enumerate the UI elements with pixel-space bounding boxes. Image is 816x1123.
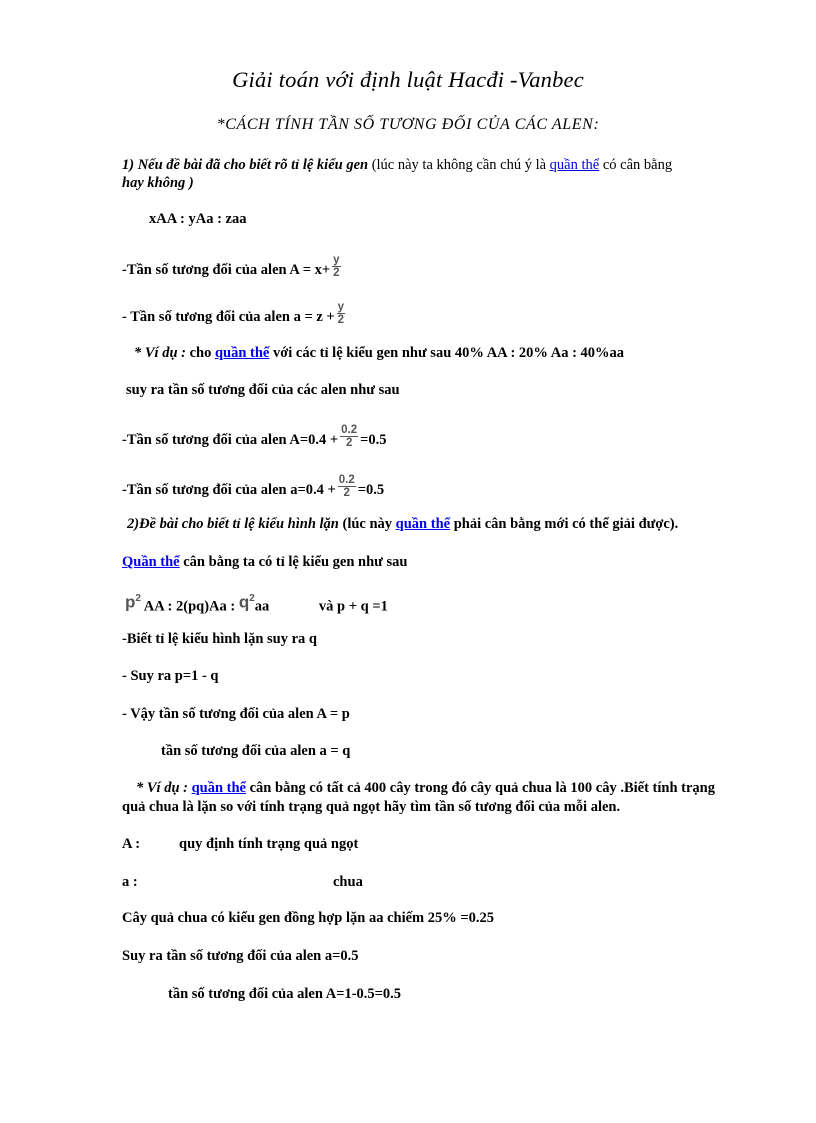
formula-freq-A <box>122 254 343 283</box>
example-link[interactable]: quần thể <box>191 780 246 796</box>
step-p: - Suy ra p=1 - q <box>122 668 219 684</box>
allele-A-desc: quy định tính trạng quả ngọt <box>179 836 359 852</box>
genotype-ratio: xAA : yAa : zaa <box>149 211 247 227</box>
fraction-y-over-2 <box>337 301 345 326</box>
page-title: Giải toán với định luật Hacđi -Vanbec <box>232 67 584 92</box>
result-value: =0.5 <box>357 481 385 498</box>
s1-example-line2: suy ra tần số tương đối của các alen như sau <box>126 382 400 398</box>
allele-a-desc: chua <box>333 874 363 890</box>
equation-AA: AA : 2(pq)Aa : <box>143 598 236 615</box>
result-A: tần số tương đối của alen A=1-0.5=0.5 <box>168 986 402 1002</box>
s1-heading-text: (lúc này ta không cần chú ý là <box>368 157 550 173</box>
fraction-numerator: 0.2 <box>338 474 355 486</box>
q-symbol: q <box>238 592 250 612</box>
s1-example <box>134 344 624 362</box>
population-link[interactable]: Quần thể <box>122 554 180 570</box>
s2-example-line2: quả chua là lặn so với tính trạng quả ngọt hãy tìm tần số tương đối của mỗi alen. <box>122 799 621 815</box>
fraction-0.2-over-2 <box>338 474 356 499</box>
step-freq-A: - Vậy tần số tương đối của alen A = p <box>122 706 350 722</box>
p-symbol: p <box>125 592 136 612</box>
formula-freq-a <box>122 301 347 330</box>
hardy-weinberg-equation <box>125 593 388 616</box>
step-freq-a: tần số tương đối của alen a = q <box>161 743 351 759</box>
s2-line1-text: cân bằng ta có tỉ lệ kiểu gen như sau <box>179 554 408 570</box>
s1-heading <box>122 156 672 174</box>
s2-heading-text: (lúc này <box>338 516 396 532</box>
result-freq-A-text: -Tần số tương đối của alen A=0.4 + <box>122 431 339 448</box>
fraction-numerator: 0.2 <box>341 424 358 436</box>
equation-aa: aa <box>254 598 270 615</box>
allele-a-label: a : <box>122 874 138 890</box>
fraction-denominator: 2 <box>333 267 340 279</box>
s1-heading-text-2: có cân bằng <box>599 157 673 173</box>
fraction-numerator: y <box>333 254 340 266</box>
result-freq-a <box>122 474 385 503</box>
s2-heading-link[interactable]: quần thể <box>395 516 451 532</box>
example-text: cho <box>185 345 215 361</box>
fraction-y-over-2 <box>332 254 340 279</box>
fraction-0.2-over-2 <box>340 424 358 449</box>
s2-heading <box>127 515 678 533</box>
example-link[interactable]: quần thể <box>214 345 270 361</box>
step-recessive: -Biết tỉ lệ kiểu hình lặn suy ra q <box>122 631 317 647</box>
result-value: =0.5 <box>360 431 387 448</box>
q-squared <box>239 590 255 612</box>
fraction-denominator: 2 <box>337 314 345 326</box>
example-label: * Ví dụ : <box>136 780 188 796</box>
allele-A-label: A : <box>122 836 141 852</box>
p-squared <box>125 590 141 612</box>
s1-heading-link[interactable]: quần thể <box>549 157 600 173</box>
section-subtitle: *CÁCH TÍNH TẦN SỐ TƯƠNG ĐỐI CỦA CÁC ALEN: <box>216 116 600 133</box>
formula-freq-A-text: -Tần số tương đối của alen A = x+ <box>122 261 331 278</box>
example-label: * Ví dụ : <box>134 345 186 361</box>
fraction-denominator: 2 <box>338 486 356 499</box>
s2-example <box>136 779 715 797</box>
result-a: Suy ra tần số tương đối của alen a=0.5 <box>122 948 359 964</box>
s2-heading-italic: 2)Đề bài cho biết tỉ lệ kiểu hình lặn <box>127 516 339 532</box>
fraction-numerator: y <box>337 301 345 313</box>
formula-freq-a-text: - Tần số tương đối của alen a = z + <box>122 308 335 325</box>
step-aa: Cây quả chua có kiểu gen đồng hợp lặn aa chiếm 25% =0.25 <box>122 910 495 926</box>
s2-heading-text-2: phải cân bằng mới có thể giải được). <box>450 516 679 532</box>
result-freq-a-text: -Tần số tương đối của alen a=0.4 + <box>122 481 336 498</box>
fraction-denominator: 2 <box>340 436 358 449</box>
equation-sum: và p + q =1 <box>318 598 388 615</box>
s2-line1 <box>122 553 407 571</box>
example-text: cân bằng có tất cả 400 cây trong đó cây quả chua là 100 cây .Biết tính trạng <box>246 780 715 796</box>
s1-heading-italic: 1) Nếu đề bài đã cho biết rõ tỉ lệ kiểu gen <box>122 157 369 173</box>
example-text-2: với các tỉ lệ kiểu gen như sau 40% AA : 20% Aa : 40%aa <box>269 345 625 361</box>
exponent: 2 <box>135 593 141 604</box>
exponent: 2 <box>249 593 255 604</box>
s1-heading-line2: hay không ) <box>122 175 194 191</box>
result-freq-A <box>122 424 387 453</box>
